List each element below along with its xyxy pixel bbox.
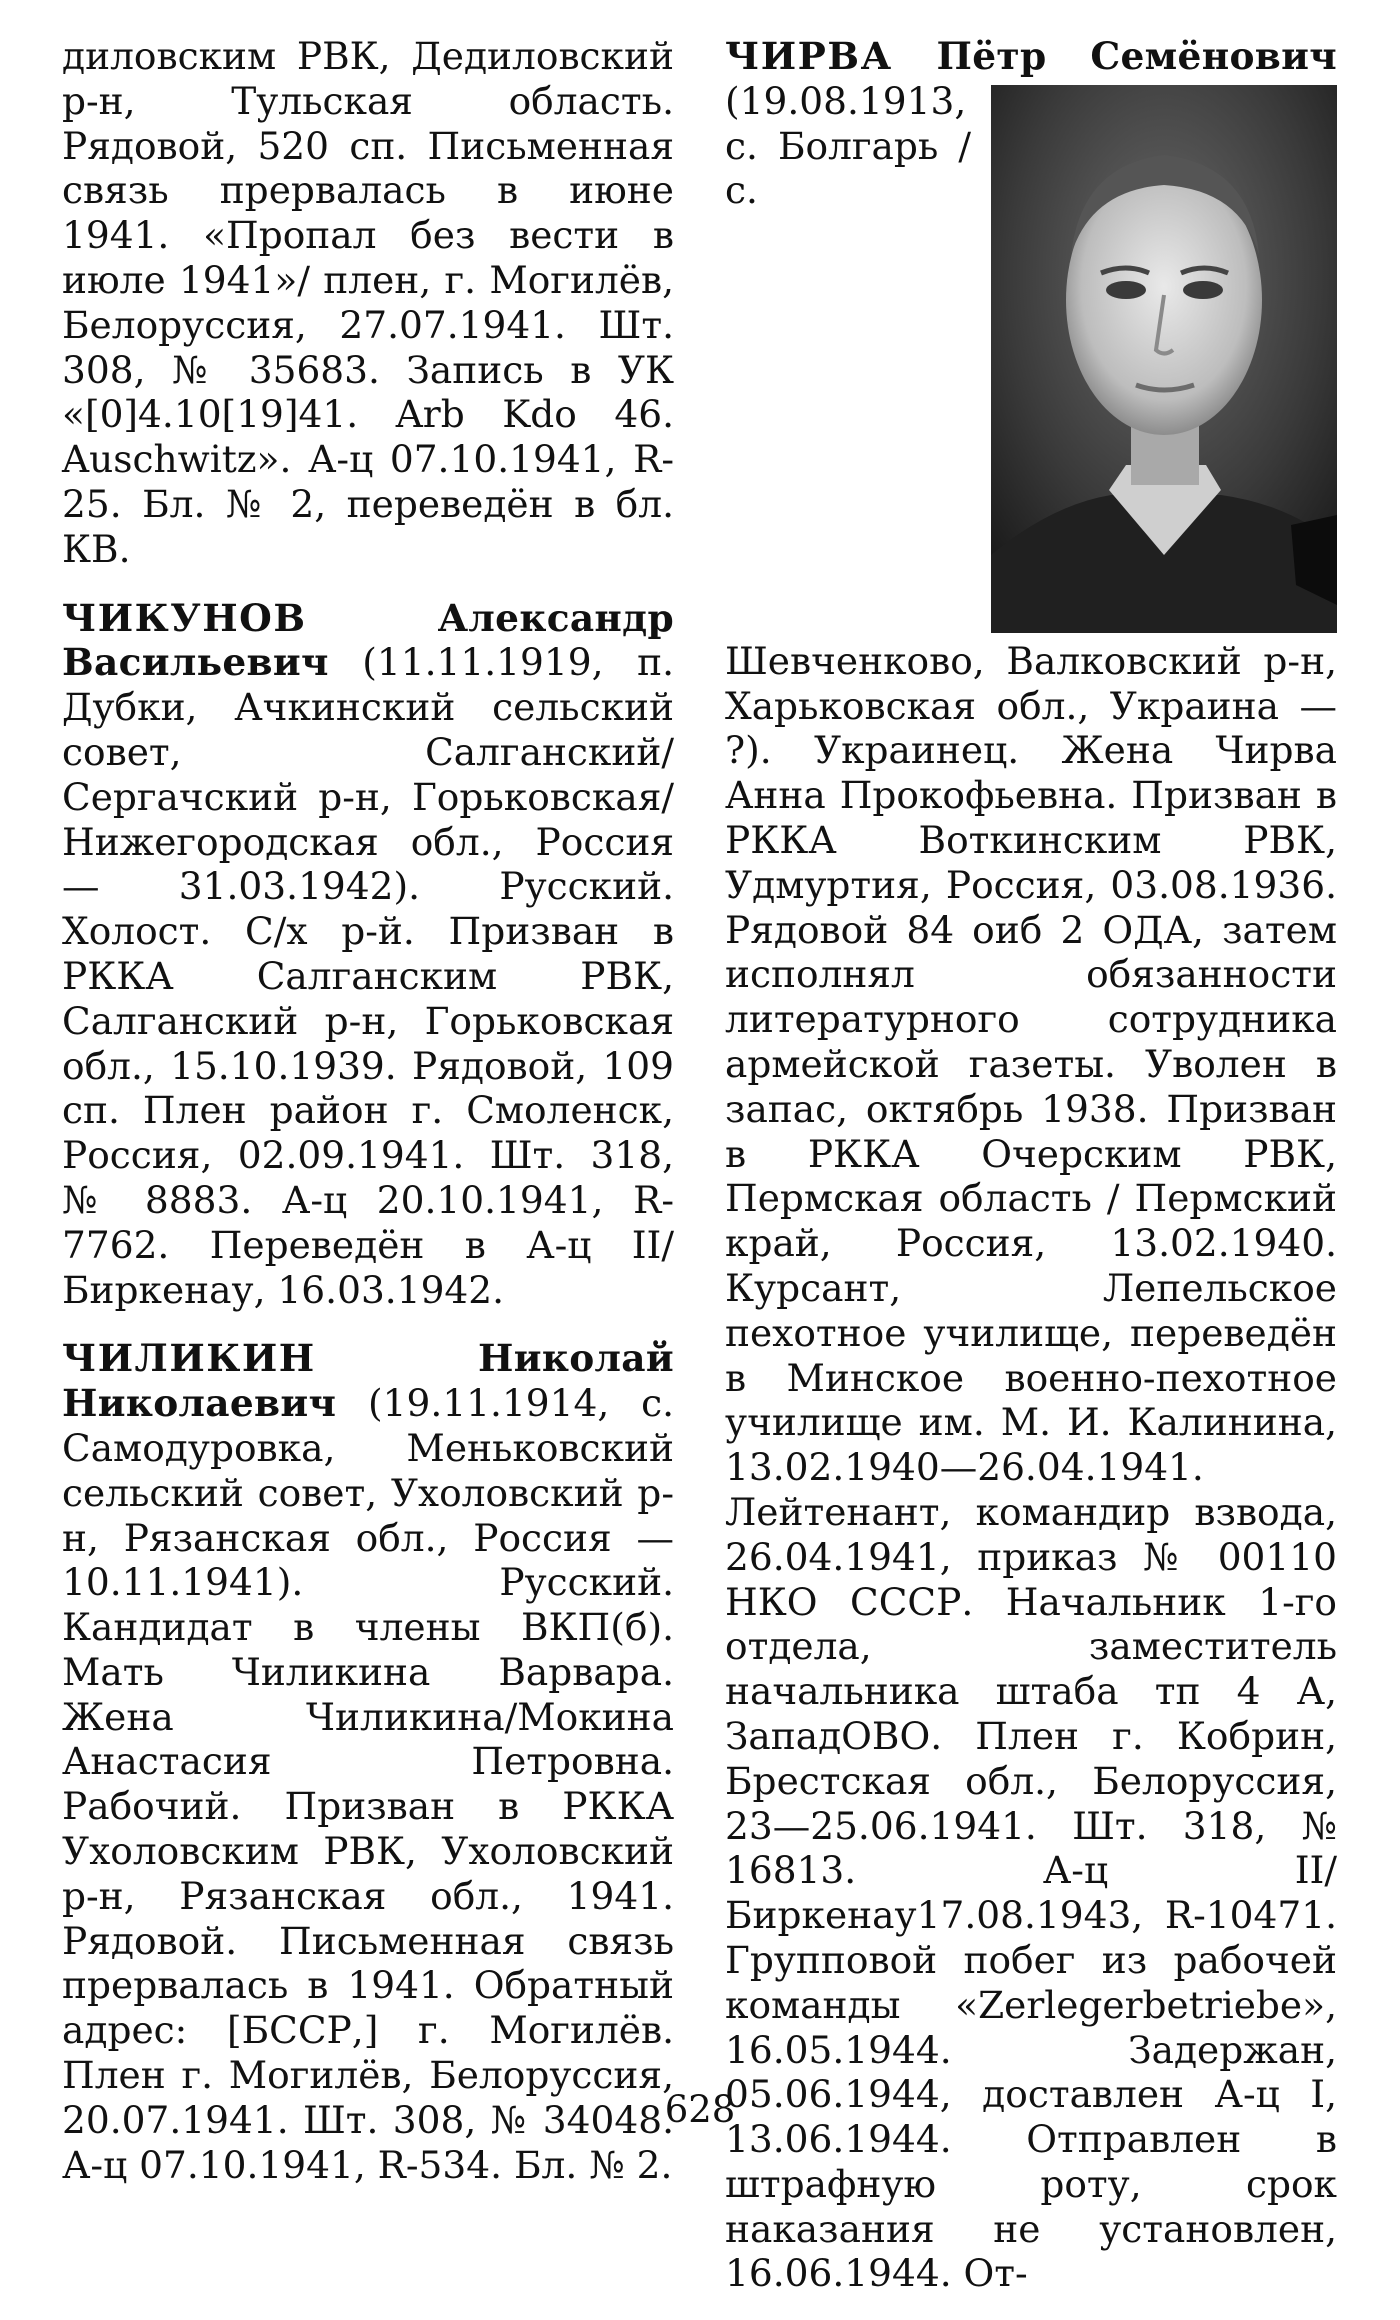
entry-given-name: Николай Николаевич — [62, 1336, 674, 1426]
entry-chilikin — [62, 1336, 674, 2187]
entry-given-name: Пётр Семёнович — [936, 34, 1337, 78]
entry-chirva — [725, 34, 1337, 2296]
entry-surname: ЧИЛИКИН — [62, 1336, 316, 1381]
portrait-photo — [991, 85, 1337, 633]
entry-surname: ЧИКУНОВ — [62, 595, 307, 640]
continuation-text: диловским РВК, Дедиловский р-н, Тульская область. Рядовой, 520 сп. Письменная связь прервалась в июне 1941. «Пропал без вести в июле 1941»/ плен, г. Могилёв, Белоруссия, 27.07.1941. Шт. 308, № 35683. Запись в УК «[0]4.10[19]41. Arb Kdo 46. Auschwitz». А-ц 07.10.1941, R-25. Бл. № 2, переведён в бл. КВ. — [62, 34, 674, 571]
entry-surname: ЧИРВА — [725, 34, 893, 78]
entry-text: (19.08.1913, с. Болгарь / с. Шевченково, Валковский р-н, Харьковская обл., Украина — ?). Украинец. Жена Чирва Анна Прокофьевна. Призван в РККА Воткинским РВК, Удмуртия, Россия, 03.08.1936. Рядовой 84 оиб 2 ОДА, затем исполнял обязанности литературного сотрудника армейской газеты. Уволен в запас, октябрь 1938. Призван в РККА Очерским РВК, Пермская область / Пермский край, Россия, 13.02.1940. Курсант, Лепельское пехотное училище, переведён в Минское военно-пехотное училище им. М. И. Калинина, 13.02.1940—26.04.1941. Лейтенант, командир взвода, 26.04.1941, приказ № 00110 НКО СССР. Начальник 1-го отдела, заместитель начальника штаба тп 4 А, ЗападОВО. Плен г. Кобрин, Брестская обл., Белоруссия, 23—25.06.1941. Шт. 318, № 16813. А-ц II/Биркенау17.08.1943, R-10471. Групповой побег из рабочей команды «Zerlegerbetriebe», 16.05.1944. Задержан, 05.06.1944, доставлен А-ц I, 13.06.1944. Отправлен в штрафную роту, срок наказания не установлен, 16.06.1944. От- — [725, 78, 1337, 2296]
entry-given-name: Александр Васильевич — [62, 595, 674, 685]
portrait-image — [991, 85, 1337, 633]
left-column — [62, 34, 674, 2211]
page-number: 628 — [664, 2088, 736, 2131]
entry-name — [725, 34, 1337, 78]
entry-text: (11.11.1919, п. Дубки, Ачкинский сельский совет, Салганский/Сергачский р-н, Горьковская/Нижегородская обл., Россия — 31.03.1942). Русский. Холост. С/х р-й. Призван в РККА Салганским РВК, Салганский р-н, Горьковская обл., 15.10.1939. Рядовой, 109 сп. Плен район г. Смоленск, Россия, 02.09.1941. Шт. 318, № 8883. А-ц 20.10.1941, R-7762. Переведён в А-ц II/Биркенау, 16.03.1942. — [62, 640, 674, 1312]
right-column — [725, 34, 1337, 2320]
entry-chikunov — [62, 596, 674, 1313]
entry-text: (19.11.1914, с. Самодуровка, Меньковский сельский совет, Ухоловский р-н, Рязанская обл., Россия — 10.11.1941). Русский. Кандидат в члены ВКП(б). Мать Чиликина Варвара. Жена Чиликина/Мокина Анастасия Петровна. Рабочий. Призван в РККА Ухоловским РВК, Ухоловский р-н, Рязанская обл., 1941. Рядовой. Письменная связь прервалась в 1941. Обратный адрес: [БССР,] г. Могилёв. Плен г. Могилёв, Белоруссия, 20.07.1941. Шт. 308, № 34048. А-ц 07.10.1941, R-534. Бл. № 2. — [62, 1381, 675, 2187]
